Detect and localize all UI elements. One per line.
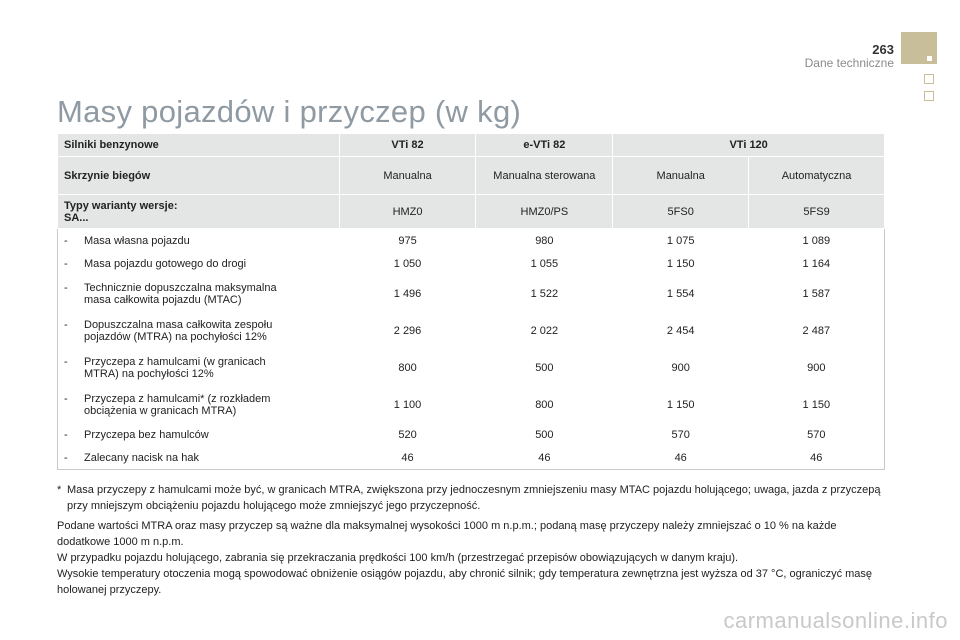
table-row	[58, 276, 885, 313]
row-label	[58, 253, 340, 276]
row-label-line2: pojazdów (MTRA) na pochyłości 12%	[84, 331, 267, 343]
value-cell: 1 150	[666, 399, 695, 411]
gearbox-cell: Manualna	[613, 157, 749, 195]
row-label-line1: Przyczepa z hamulcami (w granicach	[84, 356, 266, 368]
note-speed: W przypadku pojazdu holującego, zabrania się przekraczania prędkości 100 km/h (przestrzegać przepisów obowiązujących w danym kraju).	[57, 552, 739, 564]
row-dash: -	[64, 282, 68, 294]
row-label	[58, 276, 340, 313]
engine-header: VTi 82	[339, 134, 476, 157]
value-cell: 1 150	[802, 399, 831, 411]
value-cell: 520	[398, 429, 417, 441]
table-row	[58, 350, 885, 387]
row-label	[58, 424, 340, 447]
variants-label-line2: SA...	[64, 211, 89, 224]
row-label-line1: Przyczepa z hamulcami* (z rozkładem	[84, 393, 271, 405]
value-cell: 1 150	[666, 258, 695, 270]
table-row	[58, 424, 885, 447]
gearbox-cell: Manualna	[339, 157, 476, 195]
variant-cell: HMZ0	[339, 195, 476, 229]
row-dash: -	[64, 451, 68, 464]
value-cell: 1 587	[802, 288, 831, 300]
value-cell: 46	[339, 447, 476, 470]
variants-row	[58, 195, 885, 229]
footnote	[57, 482, 887, 514]
chapter-tab-box	[924, 91, 934, 101]
value-cell: 1 100	[393, 399, 422, 411]
notes	[57, 518, 887, 598]
footnote-star: *	[57, 484, 62, 496]
variant-cell: HMZ0/PS	[476, 195, 613, 229]
row-label	[58, 350, 340, 387]
table-row	[58, 253, 885, 276]
value-cell: 2 454	[666, 325, 695, 337]
table-row	[58, 313, 885, 350]
row-label	[58, 313, 340, 350]
variants-label-line1: Typy warianty wersje:	[64, 199, 178, 212]
engine-header: VTi 120	[613, 134, 885, 157]
row-label-line1: Zalecany nacisk na hak	[84, 451, 199, 464]
row-label	[58, 229, 340, 253]
tab-dot	[927, 56, 932, 61]
value-cell: 1 055	[530, 258, 559, 270]
watermark: carmanualsonline.info	[723, 608, 948, 633]
row-label	[58, 387, 340, 424]
row-dash: -	[64, 234, 68, 247]
section-name: Dane techniczne	[804, 56, 894, 70]
row-label-line2: obciążenia w granicach MTRA)	[84, 405, 237, 417]
row-label-line1: Dopuszczalna masa całkowita zespołu	[84, 319, 273, 331]
row-dash: -	[64, 356, 68, 368]
row-label	[58, 447, 340, 470]
row-label-line1: Przyczepa bez hamulców	[84, 429, 209, 441]
value-cell: 980	[535, 234, 554, 247]
value-cell: 500	[535, 429, 554, 441]
variant-cell: 5FS0	[613, 195, 749, 229]
value-cell: 900	[807, 362, 826, 374]
engines-label: Silniki benzynowe	[58, 134, 340, 157]
row-label-line1: Masa własna pojazdu	[84, 234, 190, 247]
row-dash: -	[64, 393, 68, 405]
value-cell: 1 522	[530, 288, 559, 300]
variant-cell: 5FS9	[749, 195, 885, 229]
value-cell: 2 487	[802, 325, 831, 337]
footnote-text: Masa przyczepy z hamulcami może być, w granicach MTRA, zwiększona przy jednoczesnym zmniejszeniu masy MTAC pojazdu holującego; uwaga, jazda z przyczepą przy mniejszym obciążeniu pojazdu holującego może zmniejszyć jego przyczepność.	[67, 484, 881, 512]
gearbox-cell: Automatyczna	[749, 157, 885, 195]
value-cell: 1 050	[393, 258, 422, 270]
value-cell: 2 022	[530, 325, 559, 337]
page-number: 263	[872, 42, 894, 57]
value-cell: 1 075	[666, 234, 695, 247]
note-temperature: Wysokie temperatury otoczenia mogą spowodować obniżenie osiągów pojazdu, aby chronić silnik; gdy temperatura zewnętrzna jest wyższa od 37 °C, ograniczyć masę holowanej przyczepy.	[57, 568, 873, 596]
value-cell: 1 089	[802, 234, 831, 247]
value-cell: 900	[671, 362, 690, 374]
value-cell: 570	[671, 429, 690, 441]
value-cell: 46	[476, 447, 613, 470]
row-label-line1: Masa pojazdu gotowego do drogi	[84, 258, 247, 270]
value-cell: 570	[807, 429, 826, 441]
value-cell: 1 164	[802, 258, 831, 270]
row-label-line2: MTRA) na pochyłości 12%	[84, 368, 214, 380]
gearbox-cell: Manualna sterowana	[476, 157, 613, 195]
table-row	[58, 447, 885, 470]
variants-label	[58, 195, 340, 229]
weights-table	[57, 133, 885, 470]
engines-row	[58, 134, 885, 157]
value-cell: 800	[535, 399, 554, 411]
value-cell: 975	[398, 234, 417, 247]
engine-header: e-VTi 82	[476, 134, 613, 157]
gearbox-row	[58, 157, 885, 195]
row-label-line1: Technicznie dopuszczalna maksymalna	[84, 282, 277, 294]
value-cell: 800	[398, 362, 417, 374]
gearbox-label: Skrzynie biegów	[58, 157, 340, 195]
row-dash: -	[64, 319, 68, 331]
chapter-tab-box	[924, 74, 934, 84]
page-title: Masy pojazdów i przyczep (w kg)	[57, 94, 522, 129]
value-cell: 46	[613, 447, 749, 470]
value-cell: 1 496	[393, 288, 422, 300]
chapter-tab-marker	[901, 32, 937, 64]
table-row	[58, 387, 885, 424]
value-cell: 46	[749, 447, 885, 470]
value-cell: 2 296	[393, 325, 422, 337]
value-cell: 500	[535, 362, 554, 374]
table-row	[58, 229, 885, 253]
row-label-line2: masa całkowita pojazdu (MTAC)	[84, 294, 242, 306]
row-dash: -	[64, 258, 68, 270]
note-altitude: Podane wartości MTRA oraz masy przyczep są ważne dla maksymalnej wysokości 1000 m n.p.m.; podaną masę przyczepy należy zmniejszać o 10 % na każde dodatkowe 1000 m n.p.m.	[57, 520, 837, 548]
row-dash: -	[64, 429, 68, 441]
value-cell: 1 554	[666, 288, 695, 300]
